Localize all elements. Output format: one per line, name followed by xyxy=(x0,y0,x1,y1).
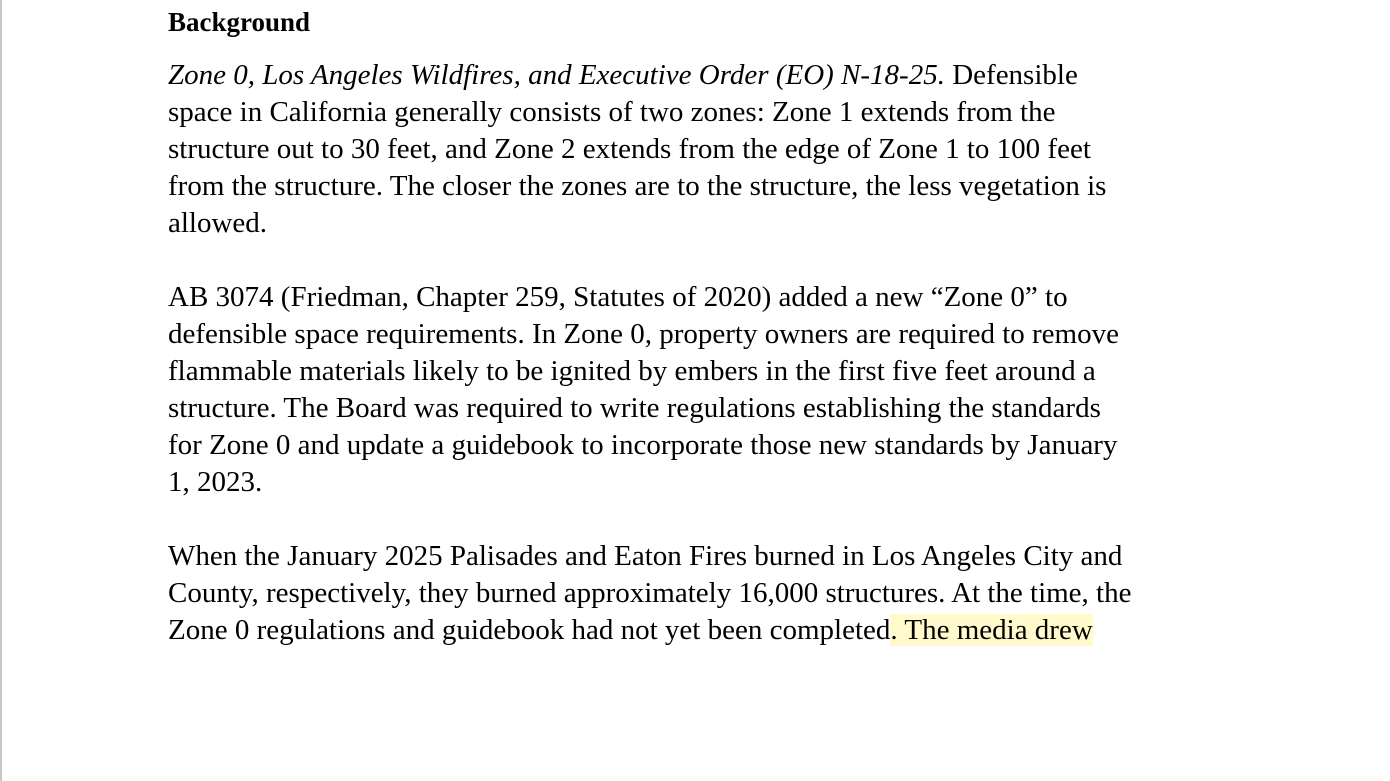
document-body xyxy=(168,0,1258,649)
paragraph-line: allowed. xyxy=(168,207,268,239)
paragraph-line xyxy=(168,612,1258,649)
highlighted-text[interactable]: . The media drew xyxy=(890,614,1093,646)
paragraph-line: structure. The Board was required to write regulations establishing the standards xyxy=(168,392,1101,424)
italic-lead-in: Zone 0, Los Angeles Wildfires, and Executive Order (EO) N-18-25. xyxy=(168,59,945,91)
paragraph-line xyxy=(168,57,1258,94)
text-run: Zone 0 regulations and guidebook had not yet been completed xyxy=(168,614,891,646)
paragraph-defensible-space xyxy=(168,57,1258,242)
paragraph-line: flammable materials likely to be ignited by embers in the first five feet around a xyxy=(168,355,1096,387)
text-run: Defensible xyxy=(944,59,1078,91)
paragraph-la-fires xyxy=(168,538,1258,649)
paragraph-line: for Zone 0 and update a guidebook to incorporate those new standards by January xyxy=(168,429,1118,461)
paragraph-ab-3074 xyxy=(168,279,1258,501)
paragraph-line: 1, 2023. xyxy=(168,466,263,498)
paragraph-line: space in California generally consists of two zones: Zone 1 extends from the xyxy=(168,96,1056,128)
paragraph-line: County, respectively, they burned approximately 16,000 structures. At the time, the xyxy=(168,577,1132,609)
paragraph-line: defensible space requirements. In Zone 0, property owners are required to remove xyxy=(168,318,1119,350)
paragraph-line: AB 3074 (Friedman, Chapter 259, Statutes of 2020) added a new “Zone 0” to xyxy=(168,281,1068,313)
paragraph-line: When the January 2025 Palisades and Eaton Fires burned in Los Angeles City and xyxy=(168,540,1123,572)
section-heading: Background xyxy=(168,7,311,37)
paragraph-line: from the structure. The closer the zones are to the structure, the less vegetation is xyxy=(168,170,1107,202)
paragraph-line: structure out to 30 feet, and Zone 2 extends from the edge of Zone 1 to 100 feet xyxy=(168,133,1091,165)
